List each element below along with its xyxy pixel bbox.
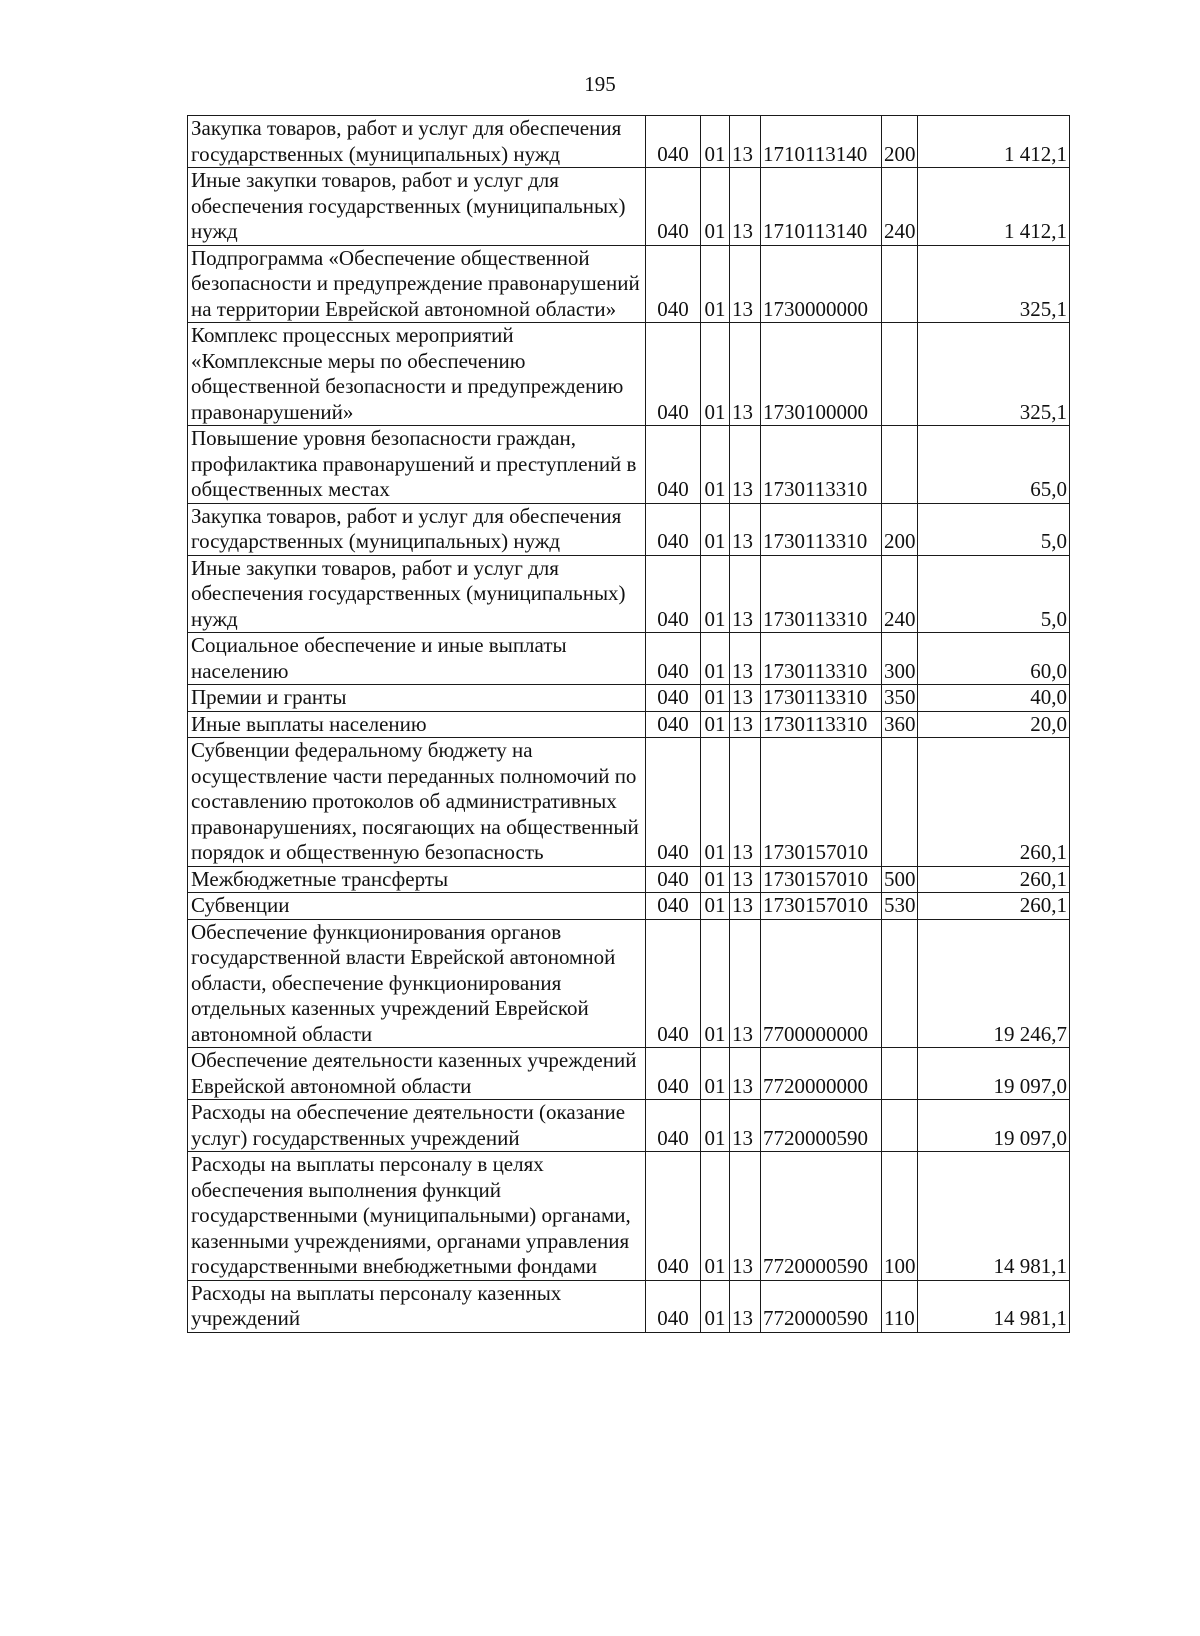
target-article-code: 1730113310	[761, 685, 882, 712]
expense-type-code	[882, 738, 918, 867]
row-name: Закупка товаров, работ и услуг для обеспечения государственных (муниципальных) нужд	[188, 116, 646, 168]
section-code: 01	[701, 555, 730, 633]
row-name: Комплекс процессных мероприятий «Комплексные меры по обеспечению общественной безопасности и предупреждению правонарушений»	[188, 323, 646, 426]
target-article-code: 1730113310	[761, 633, 882, 685]
subsection-code: 13	[730, 1100, 761, 1152]
amount: 19 246,7	[918, 919, 1070, 1048]
section-code: 01	[701, 116, 730, 168]
row-name: Расходы на выплаты персоналу в целях обеспечения выполнения функций государственными (муниципальными) органами, казенными учреждениями, органами управления государственными внебюджетными фондами	[188, 1152, 646, 1281]
expense-type-code	[882, 426, 918, 504]
target-article-code: 1710113140	[761, 168, 882, 246]
ministry-code: 040	[646, 1152, 701, 1281]
ministry-code: 040	[646, 1280, 701, 1332]
table-row	[188, 711, 1070, 738]
table-row	[188, 503, 1070, 555]
section-code: 01	[701, 245, 730, 323]
target-article-code: 7720000590	[761, 1280, 882, 1332]
amount: 14 981,1	[918, 1152, 1070, 1281]
ministry-code: 040	[646, 919, 701, 1048]
expense-type-code	[882, 245, 918, 323]
subsection-code: 13	[730, 738, 761, 867]
amount: 20,0	[918, 711, 1070, 738]
subsection-code: 13	[730, 919, 761, 1048]
section-code: 01	[701, 685, 730, 712]
expense-type-code: 530	[882, 893, 918, 920]
budget-table-body	[188, 116, 1070, 1333]
section-code: 01	[701, 893, 730, 920]
section-code: 01	[701, 919, 730, 1048]
amount: 260,1	[918, 866, 1070, 893]
ministry-code: 040	[646, 893, 701, 920]
target-article-code: 7720000590	[761, 1100, 882, 1152]
ministry-code: 040	[646, 1048, 701, 1100]
budget-table	[187, 115, 1070, 1333]
table-row	[188, 1100, 1070, 1152]
section-code: 01	[701, 633, 730, 685]
amount: 5,0	[918, 503, 1070, 555]
amount: 325,1	[918, 245, 1070, 323]
row-name: Субвенции	[188, 893, 646, 920]
table-row	[188, 919, 1070, 1048]
target-article-code: 1730157010	[761, 866, 882, 893]
amount: 1 412,1	[918, 116, 1070, 168]
row-name: Расходы на выплаты персоналу казенных учреждений	[188, 1280, 646, 1332]
row-name: Обеспечение функционирования органов государственной власти Еврейской автономной области, обеспечение функционирования отдельных казенных учреждений Еврейской автономной области	[188, 919, 646, 1048]
table-row	[188, 116, 1070, 168]
table-row	[188, 866, 1070, 893]
section-code: 01	[701, 866, 730, 893]
target-article-code: 1730157010	[761, 893, 882, 920]
subsection-code: 13	[730, 1152, 761, 1281]
amount: 1 412,1	[918, 168, 1070, 246]
target-article-code: 1730000000	[761, 245, 882, 323]
expense-type-code: 200	[882, 116, 918, 168]
section-code: 01	[701, 323, 730, 426]
expense-type-code: 110	[882, 1280, 918, 1332]
row-name: Обеспечение деятельности казенных учреждений Еврейской автономной области	[188, 1048, 646, 1100]
subsection-code: 13	[730, 245, 761, 323]
ministry-code: 040	[646, 323, 701, 426]
amount: 19 097,0	[918, 1048, 1070, 1100]
ministry-code: 040	[646, 866, 701, 893]
subsection-code: 13	[730, 323, 761, 426]
target-article-code: 1710113140	[761, 116, 882, 168]
expense-type-code: 500	[882, 866, 918, 893]
section-code: 01	[701, 1280, 730, 1332]
expense-type-code	[882, 919, 918, 1048]
table-row	[188, 893, 1070, 920]
target-article-code: 1730113310	[761, 503, 882, 555]
target-article-code: 1730113310	[761, 555, 882, 633]
ministry-code: 040	[646, 685, 701, 712]
target-article-code: 7720000000	[761, 1048, 882, 1100]
table-row	[188, 1048, 1070, 1100]
target-article-code: 7700000000	[761, 919, 882, 1048]
expense-type-code: 100	[882, 1152, 918, 1281]
row-name: Субвенции федеральному бюджету на осуществление части переданных полномочий по составлению протоколов об административных правонарушениях, посягающих на общественный порядок и общественную безопасность	[188, 738, 646, 867]
subsection-code: 13	[730, 1280, 761, 1332]
target-article-code: 1730113310	[761, 426, 882, 504]
ministry-code: 040	[646, 738, 701, 867]
row-name: Иные выплаты населению	[188, 711, 646, 738]
row-name: Иные закупки товаров, работ и услуг для обеспечения государственных (муниципальных) нужд	[188, 168, 646, 246]
section-code: 01	[701, 738, 730, 867]
target-article-code: 1730113310	[761, 711, 882, 738]
expense-type-code: 240	[882, 168, 918, 246]
ministry-code: 040	[646, 245, 701, 323]
subsection-code: 13	[730, 1048, 761, 1100]
amount: 40,0	[918, 685, 1070, 712]
subsection-code: 13	[730, 555, 761, 633]
table-row	[188, 633, 1070, 685]
table-row	[188, 1152, 1070, 1281]
amount: 260,1	[918, 893, 1070, 920]
ministry-code: 040	[646, 555, 701, 633]
section-code: 01	[701, 711, 730, 738]
target-article-code: 7720000590	[761, 1152, 882, 1281]
amount: 325,1	[918, 323, 1070, 426]
row-name: Закупка товаров, работ и услуг для обеспечения государственных (муниципальных) нужд	[188, 503, 646, 555]
row-name: Премии и гранты	[188, 685, 646, 712]
table-row	[188, 685, 1070, 712]
section-code: 01	[701, 168, 730, 246]
amount: 5,0	[918, 555, 1070, 633]
amount: 65,0	[918, 426, 1070, 504]
table-row	[188, 168, 1070, 246]
section-code: 01	[701, 503, 730, 555]
amount: 260,1	[918, 738, 1070, 867]
section-code: 01	[701, 1152, 730, 1281]
subsection-code: 13	[730, 685, 761, 712]
ministry-code: 040	[646, 168, 701, 246]
row-name: Подпрограмма «Обеспечение общественной безопасности и предупреждение правонарушений на территории Еврейской автономной области»	[188, 245, 646, 323]
expense-type-code	[882, 1100, 918, 1152]
expense-type-code: 200	[882, 503, 918, 555]
amount: 19 097,0	[918, 1100, 1070, 1152]
subsection-code: 13	[730, 711, 761, 738]
table-row	[188, 1280, 1070, 1332]
row-name: Расходы на обеспечение деятельности (оказание услуг) государственных учреждений	[188, 1100, 646, 1152]
expense-type-code: 360	[882, 711, 918, 738]
subsection-code: 13	[730, 866, 761, 893]
target-article-code: 1730157010	[761, 738, 882, 867]
subsection-code: 13	[730, 168, 761, 246]
amount: 60,0	[918, 633, 1070, 685]
target-article-code: 1730100000	[761, 323, 882, 426]
amount: 14 981,1	[918, 1280, 1070, 1332]
expense-type-code: 240	[882, 555, 918, 633]
expense-type-code: 300	[882, 633, 918, 685]
row-name: Иные закупки товаров, работ и услуг для обеспечения государственных (муниципальных) нужд	[188, 555, 646, 633]
ministry-code: 040	[646, 711, 701, 738]
subsection-code: 13	[730, 503, 761, 555]
section-code: 01	[701, 1100, 730, 1152]
subsection-code: 13	[730, 116, 761, 168]
page-number: 195	[584, 72, 616, 96]
row-name: Повышение уровня безопасности граждан, профилактика правонарушений и преступлений в общественных местах	[188, 426, 646, 504]
subsection-code: 13	[730, 633, 761, 685]
expense-type-code	[882, 1048, 918, 1100]
subsection-code: 13	[730, 426, 761, 504]
subsection-code: 13	[730, 893, 761, 920]
table-row	[188, 555, 1070, 633]
expense-type-code	[882, 323, 918, 426]
ministry-code: 040	[646, 633, 701, 685]
expense-type-code: 350	[882, 685, 918, 712]
ministry-code: 040	[646, 116, 701, 168]
row-name: Межбюджетные трансферты	[188, 866, 646, 893]
section-code: 01	[701, 426, 730, 504]
table-row	[188, 738, 1070, 867]
table-row	[188, 245, 1070, 323]
section-code: 01	[701, 1048, 730, 1100]
ministry-code: 040	[646, 426, 701, 504]
table-row	[188, 323, 1070, 426]
row-name: Социальное обеспечение и иные выплаты населению	[188, 633, 646, 685]
table-row	[188, 426, 1070, 504]
ministry-code: 040	[646, 503, 701, 555]
ministry-code: 040	[646, 1100, 701, 1152]
